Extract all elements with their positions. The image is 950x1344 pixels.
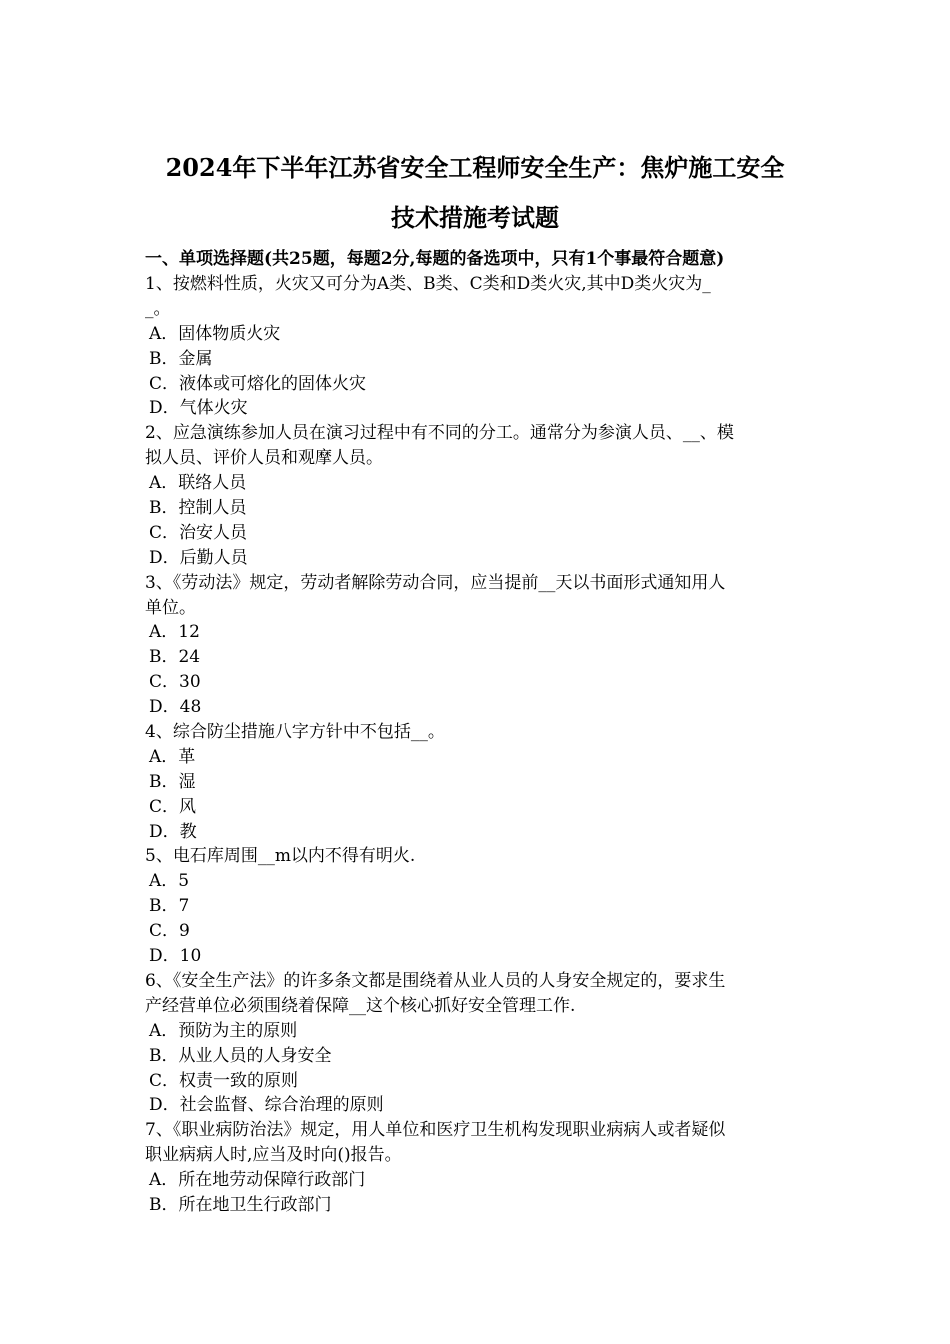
- question-7: [145, 1118, 810, 1218]
- answer-option-a: A．联络人员: [149, 473, 247, 494]
- document-title-line-1: 2024年下半年江苏省安全工程师安全生产：焦炉施工安全: [165, 153, 785, 182]
- answer-option-c: C．权责一致的原则: [149, 1070, 299, 1091]
- question-stem-line: 1、按燃料性质，火灾又可分为A类、B类、C类和D类火灾,其中D类火灾为_: [145, 274, 711, 294]
- question-stem-line: 单位。: [145, 597, 196, 618]
- answer-option-b: B．24: [149, 647, 201, 668]
- question-5: [145, 844, 810, 968]
- answer-option-c: C．治安人员: [149, 522, 248, 543]
- question-stem-line: 3、《劳动法》规定，劳动者解除劳动合同，应当提前__天以书面形式通知用人: [145, 572, 726, 593]
- question-4: [145, 720, 810, 844]
- answer-option-a: A．固体物质火灾: [149, 323, 281, 344]
- answer-option-d: D．教: [149, 821, 197, 842]
- document-body: [145, 247, 810, 1218]
- question-3: [145, 571, 810, 720]
- answer-option-b: B．湿: [149, 771, 196, 792]
- answer-option-c: C．风: [149, 796, 197, 817]
- answer-option-c: C．30: [149, 672, 201, 693]
- question-stem-line: 6、《安全生产法》的许多条文都是围绕着从业人员的人身安全规定的，要求生: [145, 970, 726, 991]
- document-title-line-2: 技术措施考试题: [391, 203, 559, 232]
- answer-option-d: D．48: [149, 697, 202, 718]
- answer-option-a: A．5: [149, 871, 190, 892]
- question-stem-line: 4、综合防尘措施八字方针中不包括__。: [145, 722, 445, 743]
- answer-option-a: A．革: [149, 746, 196, 767]
- question-2: [145, 421, 810, 570]
- question-stem-line: 产经营单位必须围绕着保障__这个核心抓好安全管理工作.: [145, 995, 576, 1016]
- answer-option-a: A．预防为主的原则: [149, 1020, 298, 1041]
- question-stem-line: _。: [145, 298, 171, 319]
- answer-option-b: B．控制人员: [149, 498, 247, 519]
- answer-option-b: B．7: [149, 896, 190, 917]
- question-stem-line: 2、应急演练参加人员在演习过程中有不同的分工。通常分为参演人员、__、模: [145, 423, 734, 444]
- answer-option-d: D．社会监督、综合治理的原则: [149, 1095, 384, 1116]
- answer-option-c: C．9: [149, 921, 190, 942]
- question-stem-line: 拟人员、评价人员和观摩人员。: [145, 448, 383, 469]
- question-stem-line: 5、电石库周围__m以内不得有明火.: [145, 846, 416, 867]
- question-stem-line: 职业病病人时,应当及时向()报告。: [145, 1145, 402, 1166]
- answer-option-d: D．后勤人员: [149, 547, 248, 568]
- answer-option-a: A．所在地劳动保障行政部门: [149, 1170, 366, 1191]
- answer-option-d: D．气体火灾: [149, 398, 248, 419]
- answer-option-b: B．从业人员的人身安全: [149, 1045, 332, 1066]
- answer-option-d: D．10: [149, 946, 202, 967]
- answer-option-c: C．液体或可熔化的固体火灾: [149, 373, 367, 394]
- section-heading: 一、单项选择题(共25题，每题2分,每题的备选项中，只有1个事最符合题意): [145, 249, 725, 269]
- answer-option-b: B．金属: [149, 348, 213, 369]
- question-1: [145, 272, 810, 421]
- question-6: [145, 969, 810, 1118]
- question-stem-line: 7、《职业病防治法》规定，用人单位和医疗卫生机构发现职业病病人或者疑似: [145, 1120, 726, 1141]
- answer-option-b: B．所在地卫生行政部门: [149, 1194, 332, 1215]
- answer-option-a: A．12: [149, 622, 200, 643]
